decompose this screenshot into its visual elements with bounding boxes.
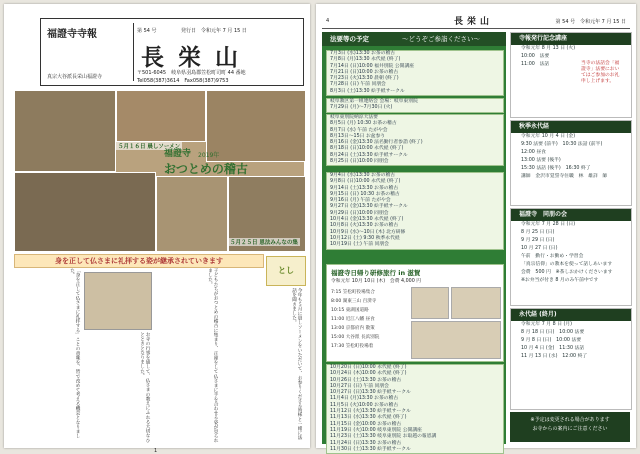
schedule-group: [326, 114, 504, 166]
schedule-row: 10月20日 (日)10:00 永代経 (終了): [330, 365, 407, 370]
issue-number: 第 54 号: [137, 28, 157, 34]
trip-itinerary-item: 15:00 大谷派 長浜別院: [331, 335, 380, 340]
schedule-row: 10月27日 (日)13:30 絵手紙サークル: [330, 390, 411, 396]
schedule-row: 11月12日 (火)13:30 絵手紙サークル: [330, 409, 411, 415]
article-column: お寺の行事を通して、仏さまの教えにふれる大切なひとときとなりました。: [139, 332, 150, 443]
schedule-row: 10月24日 (木)10:00 永代経 (終了): [330, 371, 407, 377]
doboukai-line: 令和元年 7 月 28 日 (日): [521, 222, 576, 227]
schedule-row: 8月16日 (金)13:30 法名勤行者参詣 (終了): [330, 140, 423, 146]
schedule-title: 法要等の予定: [330, 35, 369, 43]
collage-title-sub: おつとめの稽古: [164, 162, 248, 176]
footer-line: お寺からの案内にご注意ください: [532, 426, 608, 432]
header-title: 長栄山: [454, 17, 494, 27]
eitaikyo-title: 永代経 (終月): [511, 309, 631, 321]
schedule-row: 7月23日 (火)13:30 晨朝 (終了): [330, 76, 399, 82]
autumn-line: 15:30 法話 (後半) 16:30 終了: [521, 166, 591, 171]
schedule-row: 8月5日 (月) 10:30 お茶の稽古: [330, 121, 397, 127]
autumn-line: 令和元年 10 月 4 日 (金): [521, 134, 576, 139]
eitaikyo-line: 令和元年 7 月 8 日 (月): [521, 322, 573, 327]
article-column: 今年も５月に晨しソーメンをいただいて、お参りくださる皆様と一緒に法話を聞きました。: [291, 288, 302, 440]
trip-photo: [411, 287, 449, 319]
autumn-line: 13:00 法要 (後半): [521, 158, 561, 163]
schedule-row: 9月29日 (日)10:00 同朋会: [330, 210, 389, 216]
phone-fax: Tel058(387)3614 Fax058(387)9753: [137, 78, 229, 84]
event-schedule: [322, 32, 506, 452]
doboukai-line: 10 月 27 日 (日): [521, 246, 558, 251]
schedule-row: 11月5日 (火)10:00 お茶の稽古: [330, 402, 399, 408]
trip-photo: [451, 287, 501, 319]
trip-photo: [411, 321, 501, 359]
schedule-row: 11月24日 (日)13:30 お茶の稽古: [330, 440, 402, 446]
doboukai-line: 「真宗信仰」の教本を使って話しあいます: [521, 262, 613, 267]
eitaikyo-line: 9 月 8 日 (日) 10:00 法要: [521, 338, 582, 343]
schedule-row: 8月7日 (水) 午前 たがや会: [330, 127, 388, 133]
schedule-row: 10月26日 (土)13:30 お茶の稽古: [330, 377, 402, 383]
schedule-heading: [322, 32, 506, 46]
ceremony-line: 10:00 法要: [521, 54, 550, 59]
eitaikyo-line: 11 月 13 日 (水) 12:00 終了: [521, 354, 588, 359]
doboukai-line: 午前 勤行・お勤め・学習会: [521, 254, 584, 259]
autumn-service-box: [510, 120, 632, 206]
page-number: 4: [326, 18, 330, 24]
schedule-row: 10月27日 (日) 午前 同朋会: [330, 383, 389, 389]
schedule-row: 7月28日 (日) 午前 同朋会: [330, 82, 386, 88]
trip-itinerary-item: 13:00 京都府内 散策: [331, 326, 375, 331]
schedule-row: 10月9日 (水)～10日 (木) 北方研修: [330, 229, 406, 235]
schedule-row: 7月8日 (月)13:30 永代経 (終了): [330, 57, 401, 63]
collage-title-temple: 福證寺: [164, 149, 192, 159]
masthead-divider: [133, 23, 134, 81]
slogan-banner: 身を正して仏さまに礼拝する姿が継承されていきます: [14, 254, 264, 268]
photo-somen-meal: [116, 90, 206, 142]
ceremony-line: 11:00 法話: [521, 62, 550, 67]
schedule-row: 9月16日 (月) 午前 たがや会: [330, 198, 391, 204]
schedule-subtitle: ～どうぞご参詣ください～: [402, 35, 480, 43]
page-number: 1: [154, 448, 158, 454]
eitaikyo-line: 10 月 4 日 (金) 11:30 法話: [521, 346, 585, 351]
photo-group: [156, 176, 228, 252]
autumn-line: 12:00 昼食: [521, 150, 546, 155]
photo-prayer-practice: [14, 172, 156, 252]
masthead: [40, 18, 304, 86]
eitaikyo-line: 8 月 18 日 (日) 10:00 法要: [521, 330, 585, 335]
photo-collage: [14, 90, 304, 250]
ceremony-line: 令和元年 8 月 13 日 (火): [521, 46, 576, 51]
study-trip-box: [326, 264, 504, 362]
ceremony-box: [510, 32, 632, 118]
schedule-row: 9月8日 (日)10:00 永代経 (終了): [330, 179, 401, 185]
schedule-row: 11月4日 (月)13:30 お茶の稽古: [330, 396, 399, 402]
schedule-row: 10月12日 (土) 9:30 秋季永代経: [330, 235, 400, 241]
schedule-row: 11月15日 (金)10:00 お茶の稽古: [330, 421, 402, 427]
schedule-row: 11月23日 (土)13:30 岐阜東別院 お取越の報恩講: [330, 434, 437, 440]
newsletter-title: 長栄山: [141, 44, 252, 71]
trip-itinerary-item: 8:00 湖東三山 百済寺: [331, 299, 377, 304]
schedule-row: 10月19日 (土) 午前 同朋会: [330, 242, 389, 248]
photo-temple-hall: [206, 90, 306, 162]
doboukai-line: 8 月 25 日 (日): [521, 230, 555, 235]
schedule-row: 10月4日 (金)13:30 永代経 (終了): [330, 217, 404, 223]
schedule-group: [326, 364, 504, 454]
ceremony-note: 当寺の法話会「福證寺」法要においてはご参加のお礼申し上げます。: [581, 61, 620, 84]
schedule-row: 8月25日 (日)10:00 同朋会: [330, 159, 389, 165]
article-column: 「身を正して仏さまに礼拝する」ことの意味を、皆で改めて考える機会となりました。: [69, 268, 80, 439]
doboukai-line: ※お弁当が付き 8 月のみ午前中です: [521, 278, 599, 283]
schedule-row: 8月24日 (土)13:30 絵手紙サークル: [330, 152, 408, 158]
schedule-row: 7月14日 (日)10:00 福井別院 公開講座: [330, 63, 415, 69]
schedule-row: 7月29日 (月)～7月30日 (火): [330, 105, 393, 111]
schedule-group: [326, 50, 504, 96]
trip-itinerary-item: 17:30 笠松町役場着: [331, 344, 374, 349]
doboukai-line: 9 月 29 日 (日): [521, 238, 555, 243]
schedule-row: 9月15日 (日) 10:30 お茶の稽古: [330, 191, 400, 197]
autumn-line: 9:30 法要 (前半) 10:30 法話 (前半): [521, 142, 603, 147]
schedule-row: 10月8日 (火)13:30 お茶の稽古: [330, 223, 399, 229]
schedule-row: 7月3日 (水)13:30 お茶の稽古: [330, 51, 396, 56]
caption-gathering: ５月２５日 恩法みんなの集: [230, 240, 298, 246]
trip-itinerary-item: 7:15 笠松町役場集合: [331, 290, 375, 295]
issue-date: 発行日 令和元年 7 月 15 日: [181, 28, 247, 34]
article-column: 子どもたちがおつとめの稽古に集まり、正座をして仏さまに手を合わせる姿が見られました。: [207, 268, 218, 443]
doboukai-box: [510, 208, 632, 306]
page-header: [322, 14, 630, 29]
doboukai-line: 会費 500 円 ※茶しおかけくださいます: [521, 270, 613, 275]
footer-line: ※予定は変更される場合があります: [530, 417, 610, 423]
photo-children-gathering: [14, 90, 116, 172]
autumn-title: 秋季永代経: [511, 121, 631, 133]
publisher: 真宗大谷派長栄山福證寺: [47, 74, 103, 80]
ceremony-title: 寺報発行記念講座: [511, 33, 631, 45]
article-photo: [84, 272, 152, 330]
schedule-row: 8月3日 (土)13:30 絵手紙サークル: [330, 88, 405, 94]
back-page: [316, 4, 636, 452]
schedule-row: 7月21日 (日)10:00 お茶の稽古: [330, 69, 399, 75]
trip-itinerary-item: 10:15 東湖国道路: [331, 308, 369, 313]
schedule-row: 岐阜教区第一組連絡会 会場：岐阜東別院: [330, 99, 418, 104]
schedule-row: 9月27日 (金)13:30 絵手紙サークル: [330, 204, 408, 210]
front-page: [4, 4, 310, 454]
schedule-row: 11月30日 (土)13:30 絵手紙サークル: [330, 446, 411, 452]
sidebar-label: とし: [266, 256, 306, 286]
collage-title-year: 2019年: [198, 152, 220, 159]
autumn-line: 講師 金沢市覚誓寺住職 林 雄詳 師: [521, 174, 608, 179]
schedule-group: [326, 98, 504, 113]
schedule-row: 8月18日 (日)10:00 永代経 (終了): [330, 146, 404, 152]
schedule-row: 9月4日 (水)13:30 お茶の稽古: [330, 173, 396, 178]
schedule-row: 岐阜東別院納涼大法要: [330, 115, 378, 120]
caption-somen: ５月１６日 晨しソーメン: [118, 144, 181, 150]
schedule-row: 9月14日 (土)13:30 お茶の稽古: [330, 185, 399, 191]
footer-notice: [510, 412, 630, 442]
schedule-row: 8月13日～15日 お盆参り: [330, 133, 386, 139]
eitaikyo-box: [510, 308, 632, 410]
trip-title: 福證寺日帰り研修旅行 in 滋賀: [331, 269, 421, 277]
header-issue: 第 54 号 令和元年 7 月 15 日: [555, 19, 626, 25]
schedule-group: [326, 172, 504, 250]
schedule-row: 11月19日 (火)10:00 岐阜東別院 公開講座: [330, 427, 422, 433]
temple-newsletter-label: 福證寺寺報: [47, 29, 97, 40]
schedule-row: 11月13日 (水)13:30 永代経 (終了): [330, 415, 407, 421]
trip-date: 令和元年 10月 10日 (木) 会費 4,000 円: [331, 279, 422, 284]
trip-itinerary-item: 11:00 近江八幡 昼食: [331, 317, 375, 322]
address: 〒501-6045 岐阜県羽島郡笠松町司町 44 番地: [137, 70, 246, 76]
doboukai-title: 福證寺 同朋の会: [511, 209, 631, 221]
